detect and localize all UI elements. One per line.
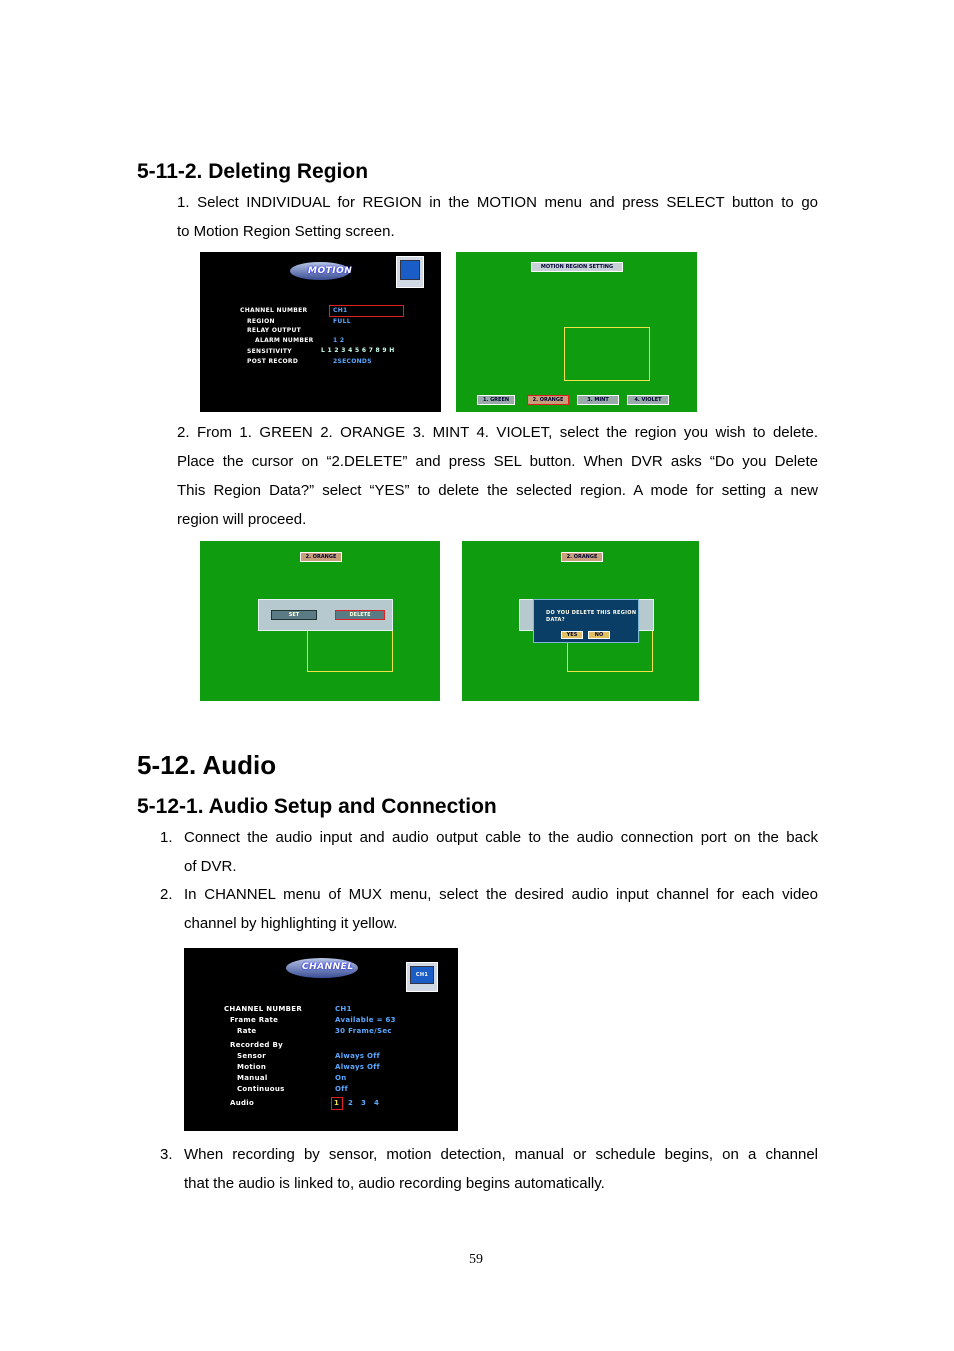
delete-button[interactable]: DELETE xyxy=(335,610,385,620)
text-line: In CHANNEL menu of MUX menu, select the desired audio input channel for each video xyxy=(184,886,818,903)
set-button[interactable]: SET xyxy=(271,610,317,620)
monitor-label: CH1 xyxy=(415,972,429,978)
orange-delete-screenshot xyxy=(200,541,440,701)
text-line: This Region Data?” select “YES” to delete the selected region. A mode for setting a new xyxy=(177,482,818,499)
osd-value: Available = 63 xyxy=(335,1016,396,1024)
text-line: region will proceed. xyxy=(177,511,307,528)
yes-button[interactable]: YES xyxy=(561,631,583,639)
list-item-3 xyxy=(184,1140,818,1198)
orange-button[interactable]: 2. ORANGE xyxy=(527,395,569,405)
osd-value: CH1 xyxy=(335,1005,352,1013)
set-delete-panel xyxy=(258,599,393,631)
audio-channel-1[interactable]: 1 xyxy=(334,1099,340,1107)
osd-value: 2SECONDS xyxy=(333,358,372,365)
osd-value: L 1 2 3 4 5 6 7 8 9 H xyxy=(321,347,395,354)
text-line: to Motion Region Setting screen. xyxy=(177,223,395,240)
section-heading-deleting-region: 5-11-2. Deleting Region xyxy=(137,160,369,183)
osd-value: FULL xyxy=(333,318,351,325)
osd-label: Frame Rate xyxy=(230,1016,279,1024)
orange-title: 2. ORANGE xyxy=(561,552,603,562)
osd-label: CHANNEL NUMBER xyxy=(240,307,308,314)
osd-value: 30 Frame/Sec xyxy=(335,1027,392,1035)
section-heading-audio: 5-12. Audio xyxy=(137,750,277,780)
osd-value: 1 2 xyxy=(333,337,345,344)
audio-channel-3[interactable]: 3 xyxy=(361,1099,367,1107)
osd-value: On xyxy=(335,1074,347,1082)
text-line: When recording by sensor, motion detection, manual or schedule begins, on a channel xyxy=(184,1146,818,1163)
violet-button[interactable]: 4. VIOLET xyxy=(627,395,669,405)
text-line: Place the cursor on “2.DELETE” and press SEL button. When DVR asks “Do you Delete xyxy=(177,453,818,470)
text-line: that the audio is linked to, audio recording begins automatically. xyxy=(184,1175,605,1192)
step-2-paragraph xyxy=(177,418,818,534)
section-subheading-audio-setup: 5-12-1. Audio Setup and Connection xyxy=(137,795,497,818)
list-item-1 xyxy=(184,823,818,881)
list-number: 3. xyxy=(160,1146,173,1163)
page-number: 59 xyxy=(469,1252,483,1267)
list-item-2 xyxy=(184,880,818,938)
region-setting-screenshot xyxy=(456,252,697,412)
motion-menu-screenshot xyxy=(200,252,441,412)
audio-channel-4[interactable]: 4 xyxy=(374,1099,380,1107)
osd-value: Off xyxy=(335,1085,348,1093)
delete-confirm-screenshot xyxy=(462,541,699,701)
region-box xyxy=(307,626,393,672)
osd-label: CHANNEL NUMBER xyxy=(224,1005,303,1013)
orange-title: 2. ORANGE xyxy=(300,552,342,562)
osd-label: Continuous xyxy=(237,1085,285,1093)
osd-label: Rate xyxy=(237,1027,257,1035)
list-number: 2. xyxy=(160,886,173,903)
osd-label: Sensor xyxy=(237,1052,267,1060)
osd-label: REGION xyxy=(247,318,275,325)
osd-value: Always Off xyxy=(335,1052,380,1060)
green-button[interactable]: 1. GREEN xyxy=(477,395,515,405)
audio-channel-2[interactable]: 2 xyxy=(348,1099,354,1107)
confirm-dialog xyxy=(533,599,639,643)
osd-value: CH1 xyxy=(333,307,348,314)
dialog-question: DO YOU DELETE THIS REGION xyxy=(546,610,637,616)
osd-label: Recorded By xyxy=(230,1041,283,1049)
osd-label: RELAY OUTPUT xyxy=(247,327,302,334)
monitor-icon xyxy=(406,962,438,992)
text-line: 1. Select INDIVIDUAL for REGION in the MOTION menu and press SELECT button to go xyxy=(177,194,818,211)
region-setting-title: MOTION REGION SETTING xyxy=(531,262,623,272)
osd-label: SENSITIVITY xyxy=(247,348,292,355)
step-1-paragraph xyxy=(177,188,818,246)
osd-label: Motion xyxy=(237,1063,267,1071)
text-line: channel by highlighting it yellow. xyxy=(184,915,398,932)
list-number: 1. xyxy=(160,829,173,846)
region-box xyxy=(564,327,650,381)
text-line: Connect the audio input and audio output cable to the audio connection port on the back xyxy=(184,829,818,846)
osd-label: Manual xyxy=(237,1074,268,1082)
dialog-question: DATA? xyxy=(546,617,565,623)
osd-label: Audio xyxy=(230,1099,255,1107)
channel-menu-screenshot xyxy=(184,948,458,1131)
osd-value: Always Off xyxy=(335,1063,380,1071)
motion-logo-text: MOTION xyxy=(308,266,353,276)
mint-button[interactable]: 3. MINT xyxy=(577,395,619,405)
text-line: 2. From 1. GREEN 2. ORANGE 3. MINT 4. VIOLET, select the region you wish to delete. xyxy=(177,424,818,441)
osd-label: ALARM NUMBER xyxy=(255,337,314,344)
no-button[interactable]: NO xyxy=(588,631,610,639)
text-line: of DVR. xyxy=(184,858,237,875)
osd-label: POST RECORD xyxy=(247,358,299,365)
channel-logo-text: CHANNEL xyxy=(302,962,354,972)
monitor-icon xyxy=(396,256,424,288)
